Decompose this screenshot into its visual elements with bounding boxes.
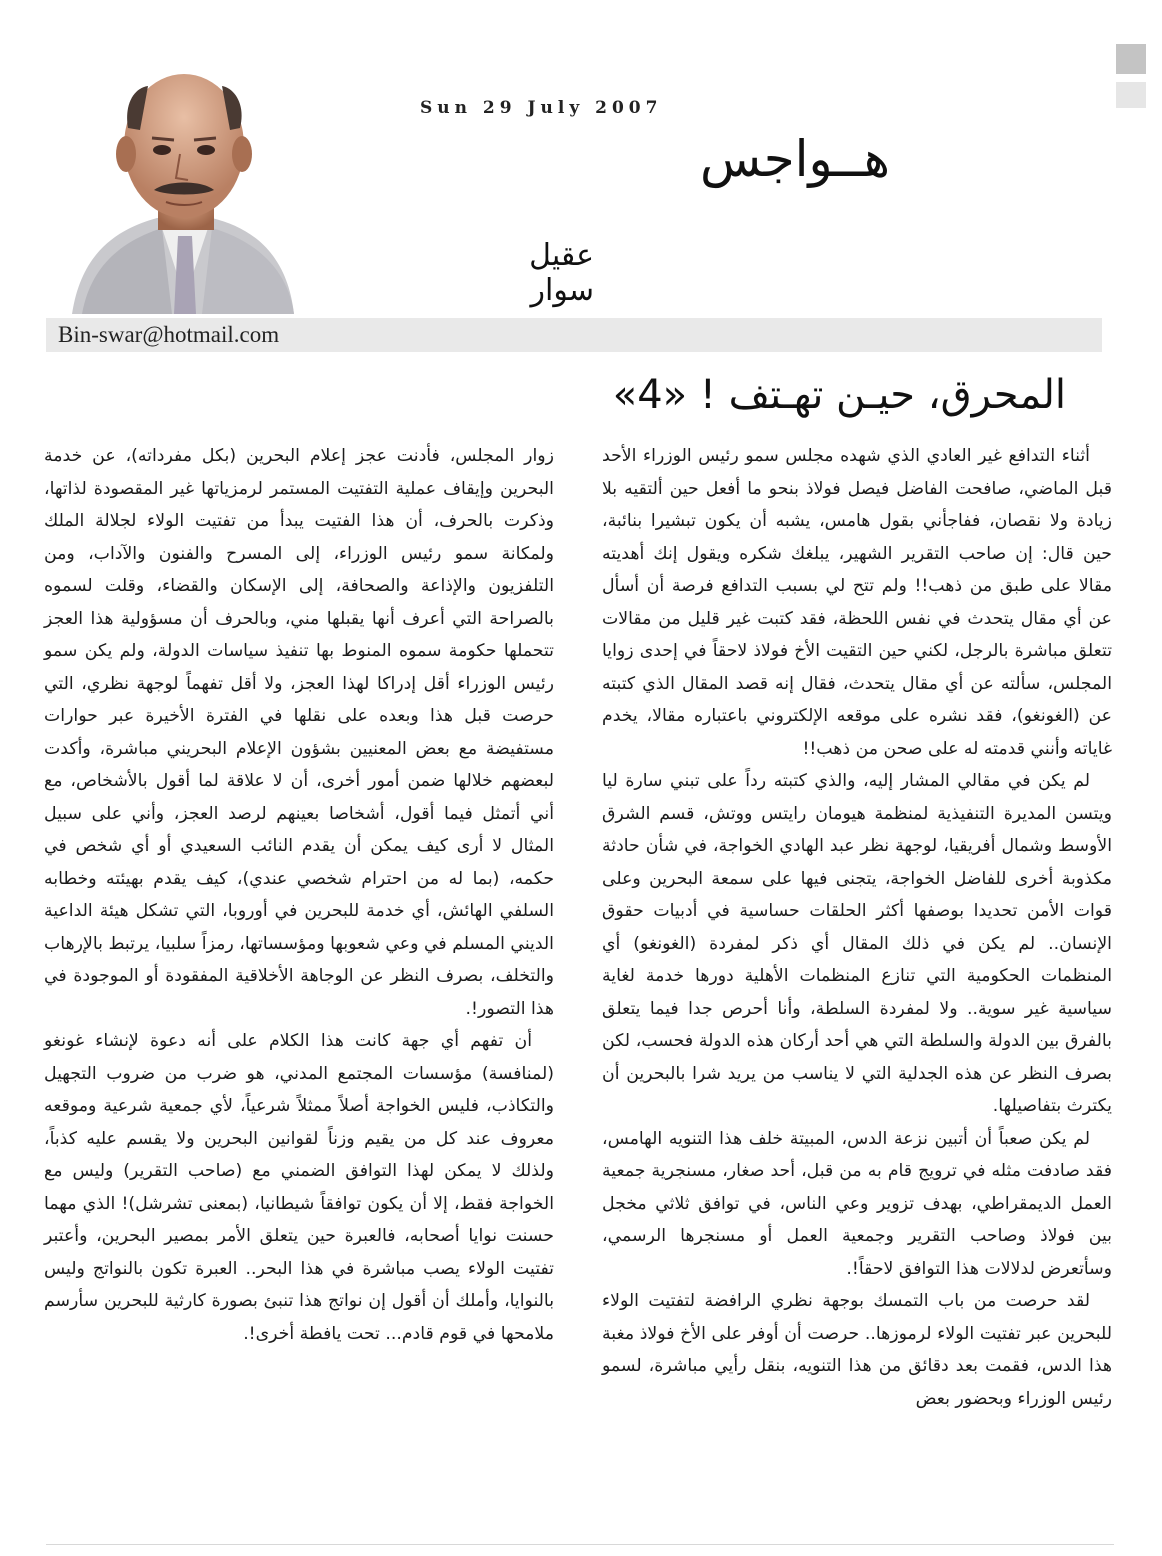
paragraph: لم يكن صعباً أن أتبين نزعة الدس، المبيتة خلف هذا التنويه الهامس، فقد صادفت مثله في ترويج قام به من قبل، أحد صغار، مسنجرية جمعية العمل الديمقراطي، بهدف تزوير وعي الناس، في توافق ثلاثي مخجل بين فولاذ وصاحب التقرير وجمعية العمل أو مسنجرها الرسمي، وسأتعرض لدلالات هذا التوافق لاحقاً!. xyxy=(602,1128,1112,1279)
author-name: عقيل سوار xyxy=(529,238,594,308)
paragraph: أثناء التدافع غير العادي الذي شهده مجلس سمو رئيس الوزراء الأحد قبل الماضي، صافحت الفاضل فيصل فولاذ بنحو ما أفعل حين ألتقيه بلا زيادة ولا نقصان، ففاجأني بقول هامس، يشبه أن يكون تبشيرا بنائبة، حين قال: إن صاحب التقرير الشهير، يبلغك شكره ويقول إنك أهديته مقالا على طبق من ذهب!! ولم تتح لي بسبب التدافع فرصة أن أسأل عن أي مقال يتحدث في نفس اللحظة، فقد كتبت غير قليل من مقالات تتعلق مباشرة بالرجل، لكني حين التقيت الأخ فولاذ لاحقاً في إحدى زوايا المجلس، سألته عن أي مقال يتحدث، فقال إنه قصد المقال الذي كتبته عن (الغونغو)، فقد نشره على موقعه الإلكتروني باعتباره مقالا، يخدم غاياته وأنني قدمته له على صحن من ذهب!! xyxy=(602,446,1112,759)
paragraph: أن تفهم أي جهة كانت هذا الكلام على أنه دعوة لإنشاء غونغو (لمنافسة) مؤسسات المجتمع المدني، هو ضرب من ضروب التجهيل والتكاذب، فليس الخواجة أصلاً ممثلاً شرعياً، لأي جمعية شرعية وموقعه معروف عند كل من يقيم وزناً لقوانين البحرين ولا يقسم عليه كذباً، ولذلك لا يمكن لهذا التوافق الضمني مع (صاحب التقرير) وليس مع الخواجة فقط، إلا أن يكون توافقاً شيطانيا، (بمعنى تشرشل)! الذي مهما حسنت نوايا أصحابه، فالعبرة حين يتعلق الأمر بمصير البحرين، وأعتبر تفتيت الولاء يصب مباشرة في هذا البحر.. العبرة تكون بالنواتج وليس بالنوايا، وأملك أن أقول إن نواتج هذا تنبئ بصورة كارثية للبحرين سأرسم ملامحها في قوم قادم... تحت يافطة أخرى!. xyxy=(44,1031,554,1344)
author-photo xyxy=(62,68,294,314)
article-headline: المحرق، حيـن تهـتف ! «4» xyxy=(612,372,1066,418)
paragraph: زوار المجلس، فأدنت عجز إعلام البحرين (بكل مفرداته)، عن خدمة البحرين وإيقاف عملية التفتيت المستمر لرمزياتها غير المقصودة لذاتها، وذكرت بالحرف، أن هذا الفتيت يبدأ من تفتيت الولاء لجلالة الملك ولمكانة سمو رئيس الوزراء، إلى المسرح والفنون والآداب، ومن التلفزيون والإذاعة والصحافة، إلى الإسكان والقضاء، وقلت لسموه بالصراحة التي أعرف أنها يقبلها مني، وبالحرف أن مسؤولية هذا العجز تتحملها حكومة سموه المنوط بها تنفيذ سياسات الدولة، ولم يكن سمو رئيس الوزراء أقل إدراكا لهذا العجز، ولا أقل تفهماً لوجهة نظري، التي حرصت قبل هذا وبعده على نقلها في الفترة الأخيرة عبر حوارات مستفيضة مع بعض المعنيين بشؤون الإعلام البحريني مباشرة، وأكدت لبعضهم خلالها ضمن أمور أخرى، أن لا علاقة لما أقول بالأشخاص، مع أني أتمثل فيما أقول، أشخاصا بعينهم لرصد العجز، وأني على سبيل المثال لا أرى كيف يمكن أن يقدم النائب السعيدي أو أي شخص في حكمه، (بما له من احترام شخصي عندي)، كيف يقدم بهيئته وخطابه السلفي الهائش، أي خدمة للبحرين في أوروبا، التي تشكل هيئة الداعية الديني المسلم في وعي شعوبها ومؤسساتها، رمزاً سلبيا، يرتبط بالإرهاب والتخلف، بصرف النظر عن الوجاهة الأخلاقية المفقودة أو الموجودة في هذا التصور!. xyxy=(44,446,554,1019)
paragraph: لم يكن في مقالي المشار إليه، والذي كتبته رداً على تبني سارة ليا ويتسن المديرة التنفيذية لمنظمة هيومان رايتس ووتش، قسم الشرق الأوسط وشمال أفريقيا، لوجهة نظر عبد الهادي الخواجة، في شأن حادثة مكذوبة أخرى للفاضل الخواجة، يتجنى فيها على سمعة البحرين وعلى قوات الأمن تحديدا بوصفها أكثر الحلقات حساسية في أدبيات حقوق الإنسان.. لم يكن في ذلك المقال أي ذكر لمفردة (الغونغو) أي المنظمات الحكومية التي تنازع المنظمات الأهلية دورها خدمة لغاية سياسية غير سوية.. ولا لمفردة السلطة، وأنا أحرص جدا فيما يتعلق بالفرق بين الدولة والسلطة التي هي أحد أركان هذه الدولة فحسب، لكن بصرف النظر عن هذه الجدلية التي لا يناسب من يريد شرا بالبحرين أن يكترث بتفاصيلها. xyxy=(602,771,1112,1116)
article-column-left xyxy=(44,440,554,1350)
corner-square-dark xyxy=(1116,44,1146,74)
author-email: Bin-swar@hotmail.com xyxy=(58,322,280,347)
article-column-right xyxy=(602,440,1112,1415)
issue-date: Sun 29 July 2007 xyxy=(420,98,663,118)
paragraph: لقد حرصت من باب التمسك بوجهة نظري الرافضة لتفتيت الولاء للبحرين عبر تفتيت الولاء لرموزها.. حرصت أن أوفر على الأخ فولاذ مغبة هذا الدس، فقمت بعد دقائق من هذا التنويه، بنقل رأيي مباشرة، لسمو رئيس الوزراء وبحضور بعض xyxy=(602,1291,1112,1409)
corner-square-light xyxy=(1116,82,1146,108)
column-title: هــواجس xyxy=(699,130,890,188)
bottom-rule xyxy=(46,1544,1114,1545)
